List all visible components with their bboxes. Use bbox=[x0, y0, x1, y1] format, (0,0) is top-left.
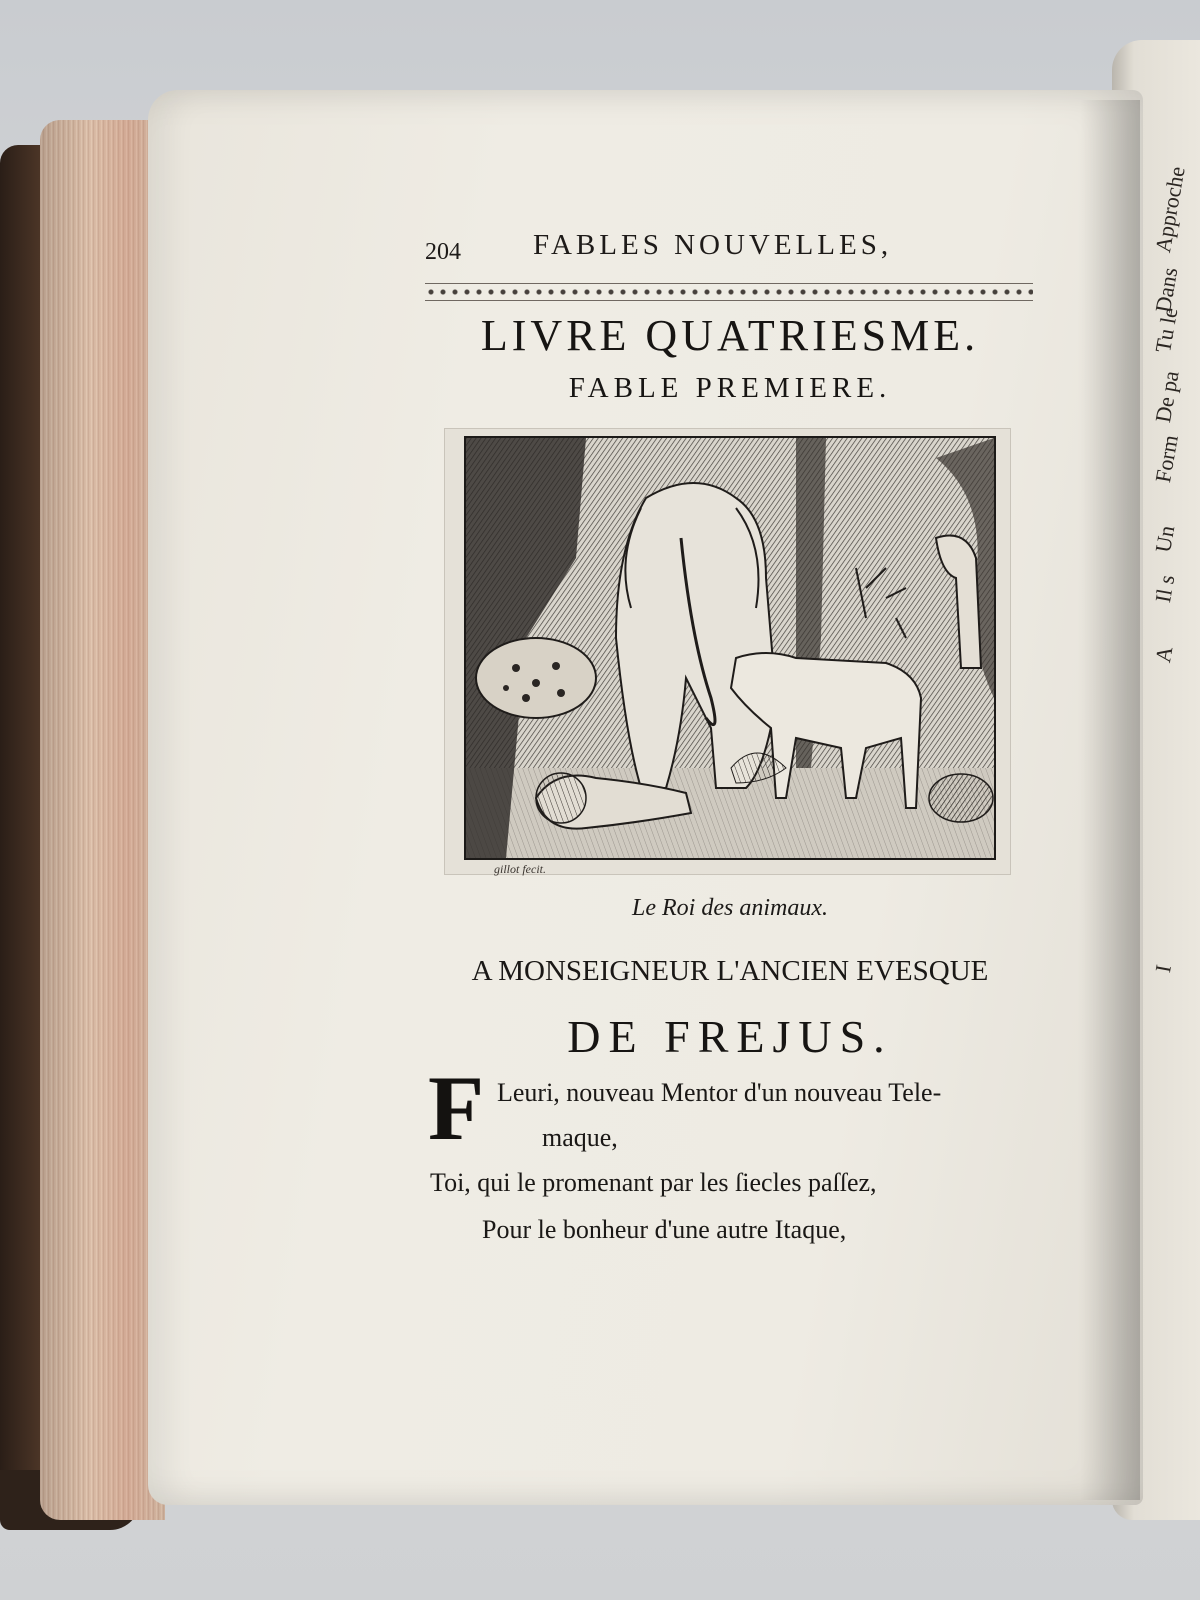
verse-line: Pour le bonheur d'une autre Itaque, bbox=[482, 1215, 847, 1244]
gutter-shadow bbox=[1080, 100, 1140, 1500]
verse-line: Leuri, nouveau Mentor d'un nouveau Tele- bbox=[497, 1078, 942, 1107]
engraver-signature: gillot fecit. bbox=[494, 862, 546, 876]
verse-line: Toi, qui le promenant par les ſiecles paſſez, bbox=[430, 1168, 877, 1197]
book-title: LIVRE QUATRIESME. bbox=[480, 311, 980, 360]
facing-fragment: De pa bbox=[1150, 368, 1184, 425]
facing-fragment: Un bbox=[1150, 523, 1180, 555]
facing-fragment: Tu le bbox=[1150, 305, 1183, 355]
ornamental-rule bbox=[425, 283, 1033, 301]
engraving-illustration bbox=[464, 436, 996, 860]
page-header bbox=[425, 225, 1035, 269]
illustration-caption: Le Roi des animaux. bbox=[632, 895, 828, 921]
running-title: FABLES NOUVELLES, bbox=[533, 229, 893, 261]
page-number: 204 bbox=[425, 239, 461, 265]
verse-line: maque, bbox=[542, 1123, 618, 1152]
facing-fragment: Il s bbox=[1150, 572, 1180, 605]
facing-fragment: Dans bbox=[1150, 265, 1183, 315]
fable-title: FABLE PREMIERE. bbox=[568, 372, 892, 404]
dedication-line-1: A MONSEIGNEUR L'ANCIEN EVESQUE bbox=[471, 955, 989, 987]
facing-fragment: A bbox=[1150, 644, 1178, 665]
facing-fragment: Form bbox=[1150, 433, 1183, 485]
engraving-image bbox=[466, 438, 994, 858]
drop-cap-initial: F bbox=[428, 1057, 485, 1159]
facing-fragment: I bbox=[1150, 962, 1176, 975]
facing-page-text bbox=[1150, 164, 1200, 1310]
facing-fragment: Approche bbox=[1150, 164, 1190, 255]
page-block-edge bbox=[40, 120, 165, 1520]
dedication-line-2: DE FREJUS. bbox=[567, 1011, 893, 1062]
